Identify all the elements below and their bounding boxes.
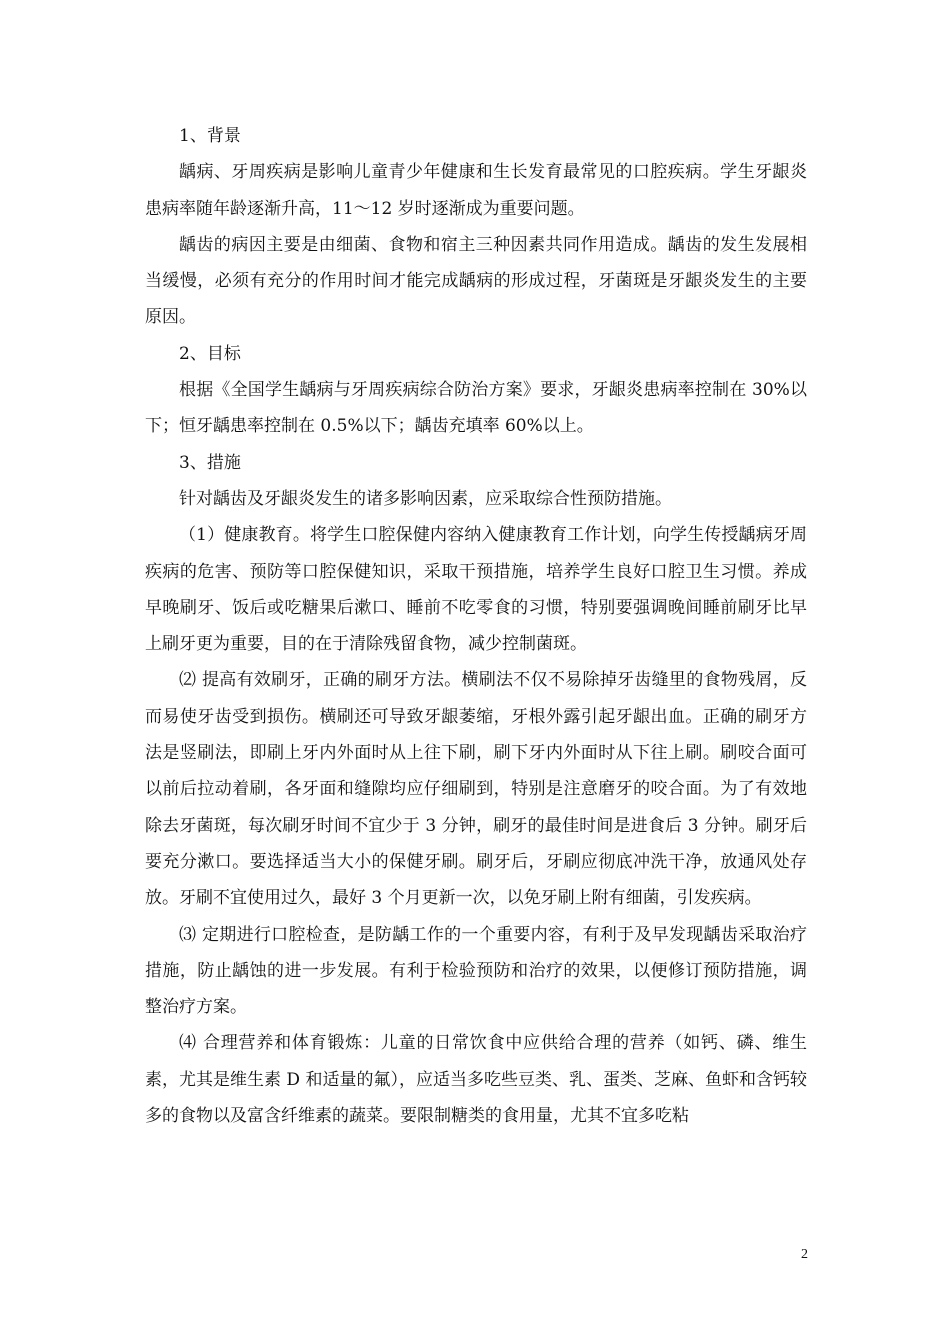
- paragraph-measure-4: ⑷ 合理营养和体育锻炼：儿童的日常饮食中应供给合理的营养（如钙、磷、维生素，尤其是维生素 D 和适量的氟），应适当多吃些豆类、乳、蛋类、芝麻、鱼虾和含钙较多的食物以及富含纤维素的蔬菜。要限制糖类的食用量，尤其不宜多吃粘: [145, 1033, 807, 1127]
- paragraph-goal: 根据《全国学生龋病与牙周疾病综合防治方案》要求，牙龈炎患病率控制在 30%以下；恒牙龋患率控制在 0.5%以下；龋齿充填率 60%以上。: [145, 380, 807, 437]
- paragraph-measure-3: ⑶ 定期进行口腔检查，是防龋工作的一个重要内容，有利于及早发现龋齿采取治疗措施，防止龋蚀的进一步发展。有利于检验预防和治疗的效果，以便修订预防措施，调整治疗方案。: [145, 924, 807, 1018]
- paragraph-measure-2: ⑵ 提高有效刷牙，正确的刷牙方法。横刷法不仅不易除掉牙齿缝里的食物残屑，反而易使牙齿受到损伤。横刷还可导致牙龈萎缩，牙根外露引起牙龈出血。正确的刷牙方法是竖刷法，即刷上牙内外面时从上往下刷，刷下牙内外面时从下往上刷。刷咬合面可以前后拉动着刷，各牙面和缝隙均应仔细刷到，特别是注意磨牙的咬合面。为了有效地除去牙菌斑，每次刷牙时间不宜少于 3 分钟，刷牙的最佳时间是进食后 3 分钟。刷牙后要充分漱口。要选择适当大小的保健牙刷。刷牙后，牙刷应彻底冲洗干净，放通风处存放。牙刷不宜使用过久，最好 3 个月更新一次，以免牙刷上附有细菌，引发疾病。: [145, 670, 807, 909]
- paragraph-measures-intro: 针对龋齿及牙龈炎发生的诸多影响因素，应采取综合性预防措施。: [179, 488, 672, 509]
- document-body: [145, 118, 807, 1134]
- paragraph-background-2: 龋齿的病因主要是由细菌、食物和宿主三种因素共同作用造成。龋齿的发生发展相当缓慢，必须有充分的作用时间才能完成龋病的形成过程，牙菌斑是牙龈炎发生的主要原因。: [145, 234, 807, 328]
- paragraph-background-1: 龋病、牙周疾病是影响儿童青少年健康和生长发育最常见的口腔疾病。学生牙龈炎患病率随年龄逐渐升高，11～12 岁时逐渐成为重要问题。: [145, 162, 807, 219]
- section-heading-goal: 2、目标: [179, 343, 241, 364]
- page-number: 2: [801, 1247, 808, 1262]
- paragraph-measure-1: （1）健康教育。将学生口腔保健内容纳入健康教育工作计划，向学生传授龋病牙周疾病的危害、预防等口腔保健知识，采取干预措施，培养学生良好口腔卫生习惯。养成早晚刷牙、饭后或吃糖果后漱口、睡前不吃零食的习惯，特别要强调晚间睡前刷牙比早上刷牙更为重要，目的在于清除残留食物，减少控制菌斑。: [145, 525, 807, 655]
- section-heading-measures: 3、措施: [179, 452, 241, 473]
- section-heading-background: 1、背景: [179, 126, 241, 146]
